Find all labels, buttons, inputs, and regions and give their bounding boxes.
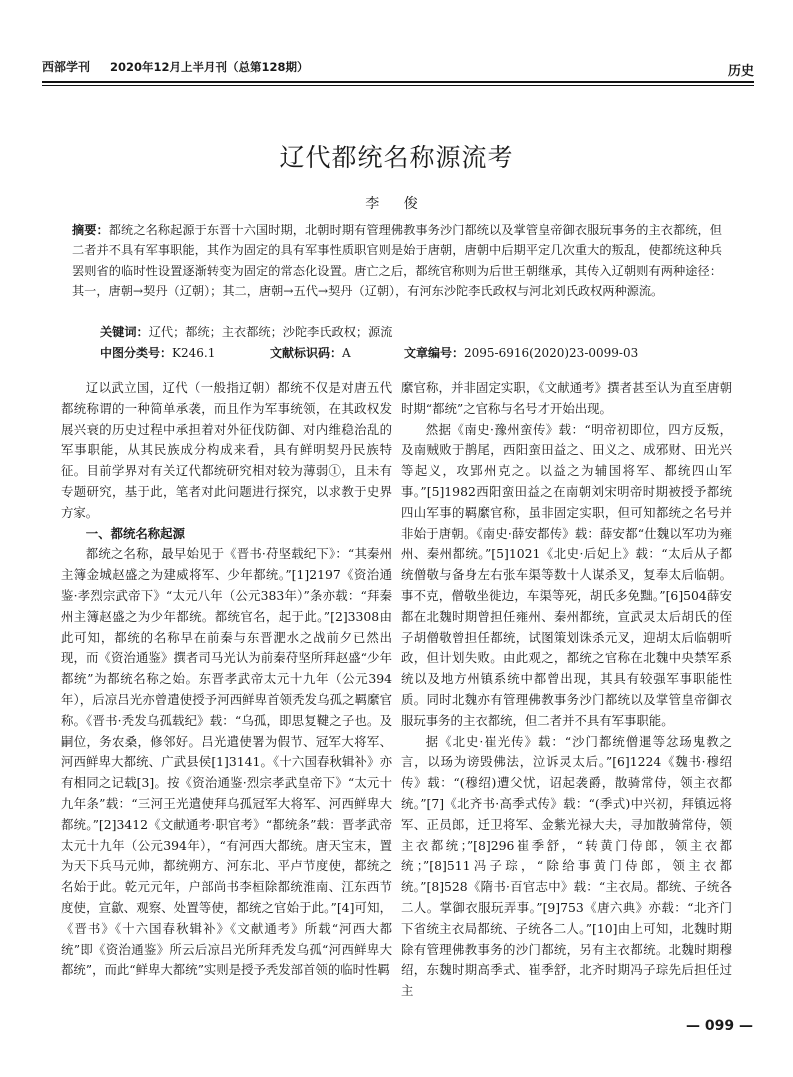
- keywords: [100, 323, 720, 340]
- header-rule-thick: [42, 81, 754, 83]
- document-code: [270, 344, 351, 361]
- body-paragraph: 据《北史·崔光传》载：“沙门都统僧暹等忿玚鬼教之言，以玚为谤毁佛法，泣诉灵太后。”[6]1224《魏书·穆绍传》载：“(穆绍)遭父忧，诏起袭爵，散骑常侍，领主衣都统。”[7]《北齐书·高季式传》载：“(季式)中兴初，拜镇远将军、正员郎，迁卫将军、金紫光禄大夫，寻加散骑常侍，领主衣都统；”[8]296崔季舒，“转黄门侍郎，领主衣都统；”[8]511冯子琮，“除给事黄门侍郎，领主衣都统。”[8]528《隋书·百官志中》载：“主衣局。都统、子统各二人。掌御衣服玩弄事。”[9]753《唐六典》亦载：“北齐门下省统主衣局都统、子统各二人。”[10]由上可知，北魏时期除有管理佛教事务的沙门都统，另有主衣都统。北魏时期穆绍，东魏时期高季式、崔季舒，北齐时期冯子琮先后担任过主: [401, 733, 732, 999]
- abstract-label: 摘要：: [72, 223, 109, 237]
- section-heading: 一、都统名称起源: [85, 525, 185, 541]
- journal-name: 西部学刊: [42, 60, 91, 74]
- articleno-value: 2095-6916(2020)23-0099-03: [464, 346, 639, 360]
- body-paragraph: 辽以武立国，辽代（一般指辽朝）都统不仅是对唐五代都统称谓的一种简单承袭，而且作为军事统领，在其政权发展兴衰的历史过程中承担着对外征伐防御、对内维稳治乱的军事职能，从其民族成分构成来看，具有鲜明契丹民族特征。目前学界对有关辽代都统研究相对较为薄弱①，且未有专题研究，基于此，笔者对此问题进行探究，以求教于史界方家。: [61, 380, 392, 520]
- doccode-value: A: [342, 346, 351, 360]
- header-rule-thin: [42, 85, 754, 86]
- body-column-left: [61, 378, 392, 981]
- articleno-label: 文章编号：: [404, 346, 465, 360]
- body-paragraph: 都统之名称，最早始见于《晋书·苻坚载纪下》：“其秦州主簿金城赵盛之为建威将军、少年都统。”[1]2197《资治通鉴·孝烈宗武帝下》“太元八年（公元383年）”条亦载：“拜秦州主簿赵盛之为少年都统。都统官名，起于此。”[2]3308由此可知，都统的名称早在前秦与东晋淝水之战前夕已然出现，而《资治通鉴》撰者司马光认为前秦苻坚所拜赵盛“少年都统”为都统名称之始。东晋孝武帝太元十九年（公元394年），后凉吕光亦曾遣使授予河西鲜卑首领秃发乌孤之羁縻官称。《晋书·秃发乌孤载纪》载：“乌孤，即思复鞬之子也。及嗣位，务农桑，修邻好。吕光遣使署为假节、冠军大将军、河西鲜卑大都统、广武县侯[1]3141。《十六国春秋辑补》亦有相同之记载[3]。按《资治通鉴·烈宗孝武皇帝下》“太元十九年条”载：“三河王光遣使拜乌孤冠军大将军、河西鲜卑大都统。”[2]3412《文献通考·职官考》“都统条”载：晋孝武帝太元十九年（公元394年），“有河西大都统。唐天宝末，置为天下兵马元帅，都统朔方、河东北、平卢节度使，都统之名始于此。乾元元年，户部尚书李桓除都统淮南、江东西节度使，宣歙、观察、处置等使，都统之官始于此。”[4]可知，《晋书》《十六国春秋辑补》《文献通考》所载“河西大都统”即《资治通鉴》所云后凉吕光所拜秃发乌孤“河西鲜卑大都统”，而此“鲜卑大都统”实则是授予秃发部首领的临时性羁: [61, 546, 392, 978]
- doccode-label: 文献标识码：: [270, 346, 343, 360]
- clc-value: K246.1: [172, 346, 216, 360]
- article-author: 李 俊: [365, 196, 428, 212]
- article-title: 辽代都统名称源流考: [279, 143, 514, 172]
- body-column-right: [401, 378, 732, 1002]
- page-number: — 099 —: [686, 1018, 753, 1034]
- classification-info: [100, 344, 740, 364]
- issue-info: 2020年12月上半月刊（总第128期）: [110, 60, 309, 74]
- body-paragraph: 縻官称，并非固定实职，《文献通考》撰者甚至认为直至唐朝时期“都统”之官称与名号才开始出现。: [401, 380, 732, 416]
- keywords-label: 关键词：: [100, 325, 149, 339]
- keywords-text: 辽代；都统；主衣都统；沙陀李氏政权；源流: [148, 325, 393, 339]
- body-paragraph: 然据《南史·豫州蛮传》载：“明帝初即位，四方反叛，及南贼败于鹊尾，西阳蛮田益之、田义之、成邪财、田光兴等起义，攻郢州克之。以益之为辅国将军、都统四山军事。”[5]1982西阳蛮田益之在南朝刘宋明帝时期被授予都统四山军事的羁縻官称，虽非固定实职，但可知都统之名号并非始于唐朝。《南史·薛安都传》载：薛安都“仕魏以军功为雍州、秦州都统。”[5]1021《北史·后妃上》载：“太后从子都统僧敬与备身左右张车渠等数十人谋杀叉，复奉太后临朝。事不克，僧敬坐徙边，车渠等死，胡氏多免黜。”[6]504薛安都在北魏时期曾担任雍州、秦州都统，宣武灵太后胡氏的侄子胡僧敬曾担任都统，试图策划诛杀元叉，迎胡太后临朝听政，但计划失败。由此观之，都统之官称在北魏中央禁军系统以及地方州镇系统中都曾出现，其具有较强军事职能性质。同时北魏亦有管理佛教事务沙门都统以及掌管皇帝御衣服玩事务的主衣都统，但二者并不具有军事职能。: [401, 421, 732, 728]
- running-header: [42, 58, 754, 80]
- clc-code: [100, 344, 215, 361]
- clc-label: 中图分类号：: [100, 346, 173, 360]
- section-name: 历史: [727, 64, 754, 79]
- abstract: [72, 220, 722, 302]
- abstract-text: 都统之名称起源于东晋十六国时期，北朝时期有管理佛教事务沙门都统以及掌管皇帝御衣服玩事务的主衣都统，但二者并不具有军事职能，其作为固定的具有军事性质职官则是始于唐朝，唐朝中后期平定几次重大的叛乱，使都统这种兵罢则省的临时性设置逐渐转变为固定的常态化设置。唐亡之后，都统官称则为后世王朝继承，其传入辽朝则有两种途径：其一，唐朝→契丹（辽朝）；其二，唐朝→五代→契丹（辽朝），有河东沙陀李氏政权与河北刘氏政权两种源流。: [72, 223, 722, 299]
- article-number: [404, 344, 638, 361]
